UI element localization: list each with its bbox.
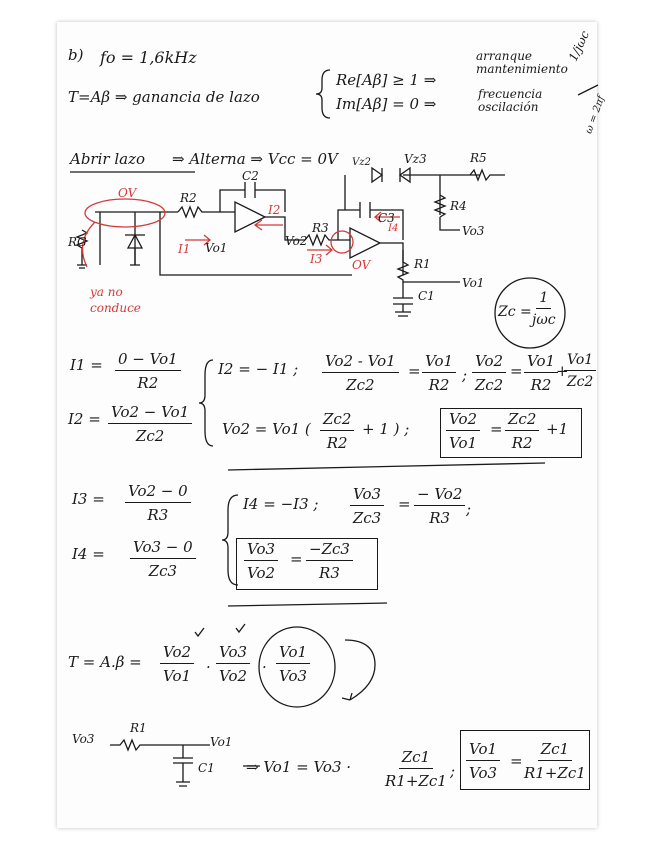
c2-label: C2 [242, 169, 259, 183]
rel-frac-1: $\frac{Vo2 - Vo1}{Zc2}$ [322, 352, 399, 394]
im-condition: Im[Aβ] = 0 ⇒ [336, 95, 437, 113]
i2-label: I2 [268, 203, 281, 217]
vo3-label: Vo3 [462, 224, 485, 238]
f0-value: fo = 1,6kHz [100, 48, 197, 67]
i2-fraction: $\frac{Vo2 - Vo1}{Zc2}$ [108, 403, 192, 445]
open-loop-heading: Abrir lazo [70, 150, 146, 168]
r2-label: R2 [180, 191, 197, 205]
i2-i1-relation: I2 = − I1 ; [218, 360, 299, 378]
box1-right-fraction: $\frac{Zc2}{R2}$ [505, 410, 539, 452]
im-note: frecuencia oscilación [478, 87, 543, 115]
c3-label: C3 [378, 211, 395, 225]
i1-fraction: $\frac{0 - Vo1}{R2}$ [115, 350, 181, 392]
zc-label: Zc = [498, 304, 532, 320]
box4-left-fraction: $\frac{Vo1}{Vo3}$ [466, 740, 500, 782]
vo2-expression-end: + 1 ) ; [362, 420, 410, 438]
vo2-node-label: Vo2 [285, 234, 308, 248]
vo2-expression: Vo2 = Vo1 ( [222, 420, 311, 438]
r5-label: R5 [470, 151, 487, 165]
i4-eq-lhs: I4 = [72, 545, 105, 563]
rel2-frac-1: $\frac{Vo3}{Zc3}$ [350, 485, 384, 527]
ov-top-label: OV [118, 186, 137, 200]
box2-right-fraction: $\frac{-Zc3}{R3}$ [306, 540, 353, 582]
r1-label: R1 [414, 257, 431, 271]
part-label: b) [68, 46, 84, 64]
vz2-label: Vz2 [352, 157, 371, 168]
vz3-label: Vz3 [404, 152, 427, 166]
t-factor-1: $\frac{Vo2}{Vo1}$ [160, 643, 194, 685]
r3-label: R3 [312, 221, 329, 235]
i4-fraction: $\frac{Vo3 - 0}{Zc3}$ [130, 538, 196, 580]
re-note: arranque mantenimiento [476, 49, 568, 77]
re-condition: Re[Aβ] ≥ 1 ⇒ [336, 71, 437, 89]
zc-fraction: 1 jωc [532, 290, 556, 328]
c1-label: C1 [418, 289, 435, 303]
i4-label: I4 [388, 223, 399, 234]
alt-text: ⇒ Alterna ⇒ Vcc = 0V [172, 150, 338, 168]
mini-vo1-label: Vo1 [210, 735, 233, 749]
vo1-expression: ⇒ Vo1 = Vo3 · [246, 758, 352, 776]
vo1-node-label: Vo1 [205, 241, 228, 255]
side-note: ω = 2πf [583, 94, 608, 136]
ov-bottom-label: OV [352, 258, 371, 272]
box1-plus-one: +1 [546, 420, 569, 438]
i2-eq-lhs: I2 = [68, 410, 101, 428]
box2-left-fraction: $\frac{Vo3}{Vo2}$ [244, 540, 278, 582]
mini-c1-label: C1 [198, 761, 215, 775]
rg-label: RG [68, 235, 87, 249]
rel-frac-3: $\frac{Vo2}{Zc2}$ [472, 352, 506, 394]
rel-frac-4: $\frac{Vo1}{R2}$ [524, 352, 558, 394]
i3-fraction: $\frac{Vo2 - 0}{R3}$ [125, 482, 191, 524]
t-product-lhs: T = A.β = [68, 653, 142, 671]
t-factor-3-circled: $\frac{Vo1}{Vo3}$ [276, 643, 310, 685]
t-definition: T=Aβ ⇒ ganancia de lazo [68, 88, 260, 106]
box4-right-fraction: $\frac{Zc1}{R1+Zc1}$ [524, 740, 586, 782]
i4-i3-relation: I4 = −I3 ; [243, 495, 319, 513]
vo2-inner-fraction: $\frac{Zc2}{R2}$ [320, 410, 354, 452]
r4-label: R4 [450, 199, 467, 213]
i1-label: I1 [178, 242, 191, 256]
rel-frac-5: $\frac{Vo1}{Zc2}$ [564, 352, 596, 390]
box1-left-fraction: $\frac{Vo2}{Vo1}$ [446, 410, 480, 452]
t-factor-2: $\frac{Vo3}{Vo2}$ [216, 643, 250, 685]
i1-eq-lhs: I1 = [70, 356, 103, 374]
rel2-frac-2: $\frac{- Vo2}{R3}$ [414, 485, 465, 527]
mini-vo3-label: Vo3 [72, 732, 95, 746]
corner-note: 1/jωc [565, 28, 593, 64]
i3-label: I3 [310, 252, 323, 266]
ya-no-conduce-note: ya no conduce [90, 285, 141, 316]
vo1-fraction: $\frac{Zc1}{R1+Zc1}$ [385, 748, 447, 790]
i3-eq-lhs: I3 = [72, 490, 105, 508]
rel-frac-2: $\frac{Vo1}{R2}$ [422, 352, 456, 394]
vo1-out-label: Vo1 [462, 276, 485, 290]
mini-r1-label: R1 [130, 721, 147, 735]
